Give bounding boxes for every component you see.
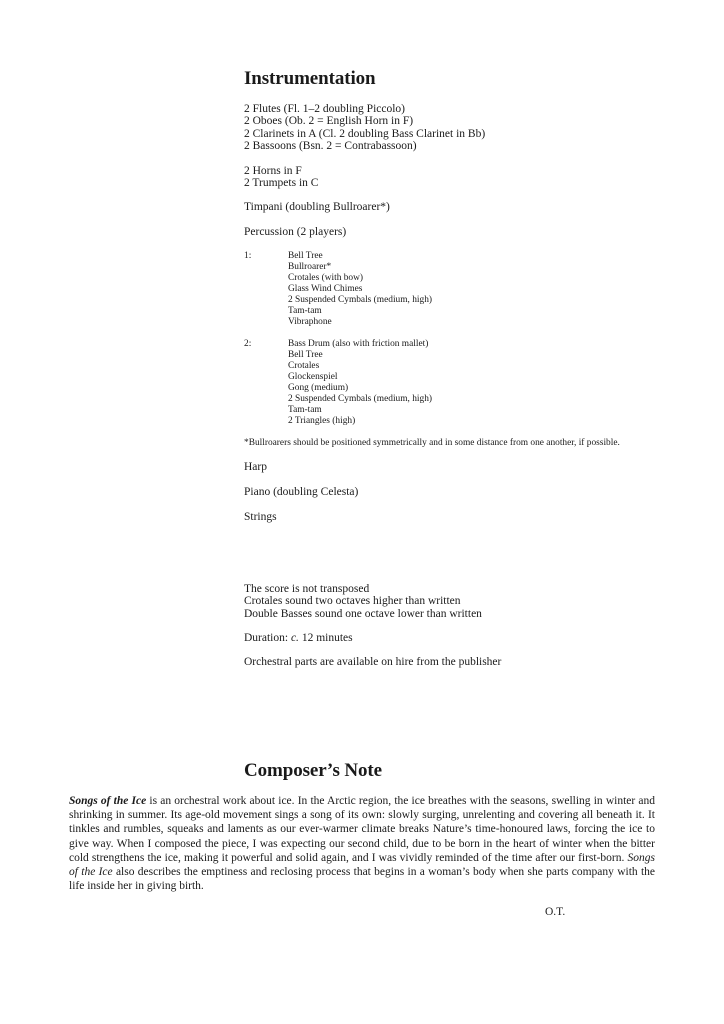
composer-signature: O.T. [545,906,566,918]
piano-line: Piano (doubling Celesta) [244,486,359,498]
bullroarer-footnote: *Bullroarers should be positioned symmetrically and in some distance from one another, if possible. [244,438,620,448]
percussion-player-2 [244,339,644,431]
player-1-item: Bullroarer* [288,262,332,272]
player-1-item: Glass Wind Chimes [288,284,363,294]
composers-note-paragraph [69,794,655,893]
player-1-item: Bell Tree [288,251,323,261]
note-text-2: also describes the emptiness and reclosing process that begins in a woman’s body when she parts company with the life inside her in giving birth. [69,866,655,893]
note-text-1: is an orchestral work about ice. In the Arctic region, the ice breathes with the seasons, swelling in winter and shrinking in summer. Its age-old movement sings a song of its own: slowly surging, unrelenting and covering all beneath it. It tinkles and rumbles, squeaks and laments as our ever-warmer climate breaks Nature’s time-honoured laws, forcing the ice to give way. When I composed the piece, I was expecting our second child, due to be born in the heart of winter when the bitter cold strengthens the ice, making it powerful and solid again, and I was vividly reminded of the time after our first-born. [69,795,655,864]
duration-circa: c. [290,632,299,644]
woodwind-flutes: 2 Flutes (Fl. 1–2 doubling Piccolo) [244,103,405,115]
transposition-line: The score is not transposed [244,583,370,595]
composers-note-title: Composer’s Note [244,760,382,781]
player-2-number: 2: [244,339,252,349]
transposition-notes [244,583,482,620]
player-2-item: Bass Drum (also with friction mallet) [288,339,429,349]
player-2-item: Crotales [288,361,320,371]
woodwinds-list [244,103,485,153]
player-1-item: Vibraphone [288,317,332,327]
player-1-item: 2 Suspended Cymbals (medium, high) [288,295,432,305]
duration-line [244,632,353,644]
duration-label: Duration: [244,632,291,644]
player-1-item: Crotales (with bow) [288,273,363,283]
timpani-line: Timpani (doubling Bullroarer*) [244,201,390,213]
player-2-items [288,339,432,427]
player-1-items [288,251,432,328]
work-title-repeat: Songs of the Ice [69,851,655,879]
player-2-item: 2 Triangles (high) [288,416,356,426]
player-2-item: Tam-tam [288,405,322,415]
duration-value: 12 minutes [298,632,353,644]
woodwind-bassoons: 2 Bassoons (Bsn. 2 = Contrabassoon) [244,140,417,153]
strings-line: Strings [244,511,277,523]
woodwind-oboes: 2 Oboes (Ob. 2 = English Horn in F) [244,115,414,128]
transposition-line: Double Basses sound one octave lower than written [244,607,482,620]
player-1-item: Tam-tam [288,306,322,316]
brass-horns: 2 Horns in F [244,165,302,177]
player-2-item: 2 Suspended Cymbals (medium, high) [288,394,432,404]
harp-line: Harp [244,461,267,473]
transposition-line: Crotales sound two octaves higher than written [244,595,461,608]
percussion-heading: Percussion (2 players) [244,226,347,238]
player-2-item: Glockenspiel [288,372,338,382]
instrumentation-title: Instrumentation [244,68,376,89]
parts-line: Orchestral parts are available on hire from the publisher [244,656,502,668]
percussion-player-1 [244,251,644,331]
work-title: Songs of the Ice [69,795,147,807]
woodwind-clarinets: 2 Clarinets in A (Cl. 2 doubling Bass Clarinet in Bb) [244,127,486,140]
player-2-item: Bell Tree [288,350,323,360]
brass-list [244,165,318,190]
player-2-item: Gong (medium) [288,383,349,393]
brass-trumpets: 2 Trumpets in C [244,177,319,190]
player-1-number: 1: [244,251,252,261]
